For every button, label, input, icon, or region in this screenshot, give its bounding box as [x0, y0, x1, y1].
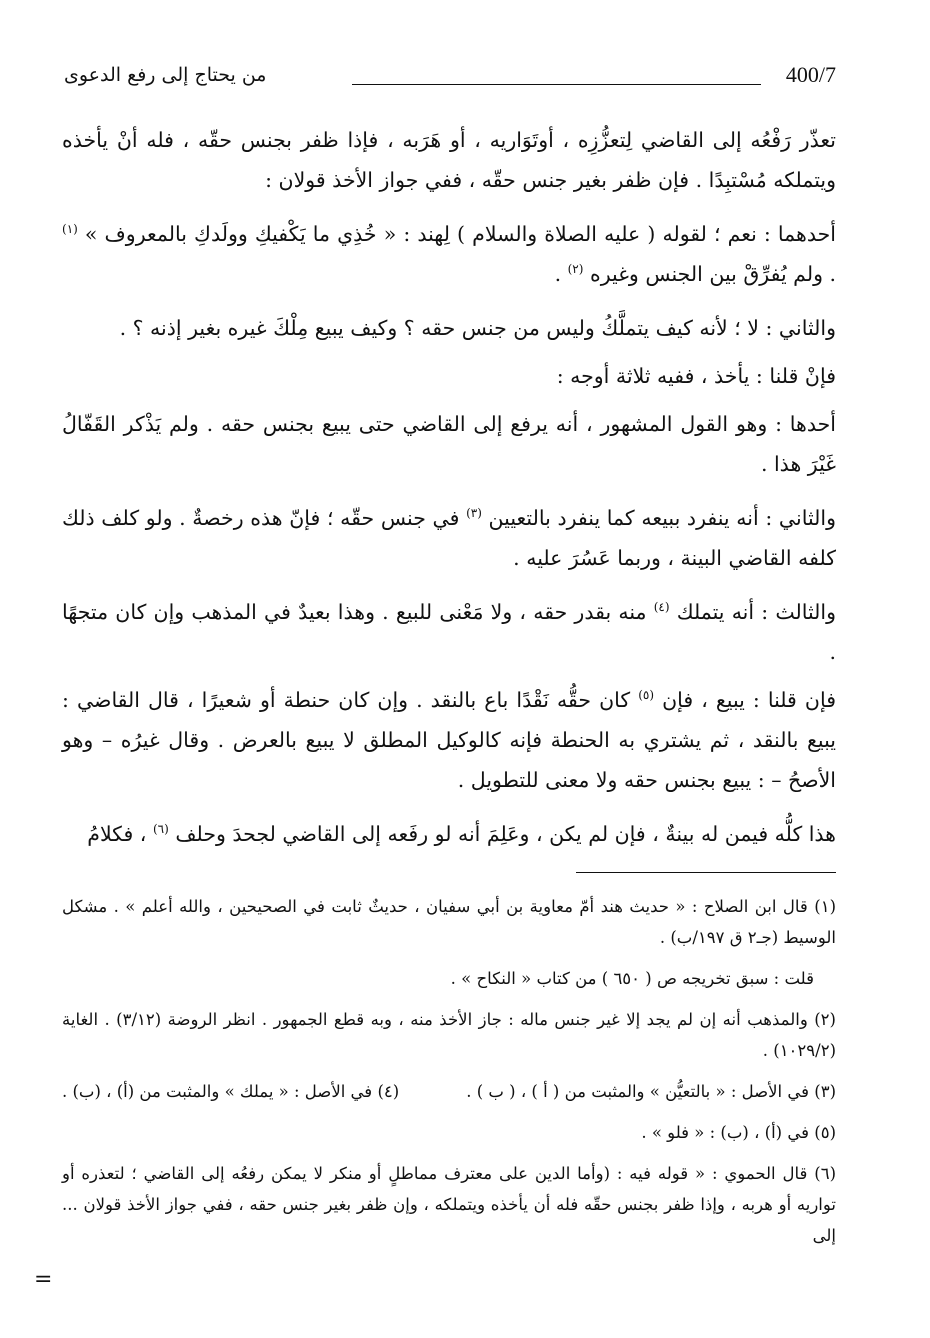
continuation-mark: =	[34, 1267, 53, 1292]
footnote-ref[interactable]: (١)	[62, 222, 78, 237]
footnote-1-continuation: قلت : سبق تخريجه ص ( ٦٥٠ ) من كتاب « النكاح » .	[450, 969, 814, 988]
footnote-2: (٢) والمذهب أنه إن لم يجد إلا غير جنس ماله : جاز الأخذ منه ، وبه قطع الجمهور . انظر الروضة (٣/١٢) . الغاية (١٠٢٩/٢) .	[62, 1010, 836, 1060]
paragraph: والثاني : لا ؛ لأنه كيف يتملَّكُ وليس من جنس حقه ؟ وكيف يبيع مِلْكَ غيره بغير إذنه ؟ .	[119, 316, 836, 340]
footnote-ref[interactable]: (٢)	[567, 262, 584, 277]
footnote-separator	[576, 872, 836, 873]
header-rule	[352, 84, 761, 85]
paragraph: فإن قلنا : يبيع ، فإن $^{(٥)}$ كان حقُّه نَقْدًا باع بالنقد . وإن كان حنطة أو شعيرًا ، قال القاضي : يبيع بالنقد ، ثم يشتري به الحنطة فإنه كالوكيل المطلق لا يبيع بالعرض . وقال غيرُه – وهو الأصحُ – : يبيع بجنس حقه ولا معنى للتطويل .	[62, 688, 836, 792]
footnote-6: (٦) قال الحموي : « قوله فيه : (وأما الدين على معترف مماطلٍ أو منكر لا يمكن رفعُه إلى القاضي ؛ لتعذره أو تواريه أو هربه ، وإذا ظفر بجنس حقّه فله أن يأخذه ويتملكه ، وإن ظفر بغير جنس حقه ، ففي جواز الأخذ قولان ... إلى	[62, 1164, 836, 1245]
footnote-1: (١) قال ابن الصلاح : « حديث هند أمّ معاوية بن أبي سفيان ، حديثٌ ثابت في الصحيحين ، والله أعلم » . مشكل الوسيط (جـ٢ ق ١٩٧/ب) .	[62, 897, 836, 947]
footnote-ref[interactable]: (٥)	[638, 688, 655, 703]
footnote-3: (٣) في الأصل : « بالتعيُّن » والمثبت من ( أ ) ، ( ب ) .	[466, 1082, 836, 1101]
footnote-ref[interactable]: (٦)	[152, 822, 169, 837]
paragraph: تعذّر رَفْعُه إلى القاضي لِتعزُّزِه ، أوتَوَاريه ، أو هَرَبه ، فإذا ظفر بجنس حقّه ، فله أنْ يأخذه ويتملكه مُسْتبِدًا . فإن ظفر بغير جنس حقّه ، ففي جواز الأخذ قولان :	[62, 128, 836, 192]
footnote-row	[62, 1076, 836, 1107]
footnotes	[62, 891, 836, 1251]
paragraph: والثالث : أنه يتملك $^{(٤)}$ منه بقدر حقه ، ولا مَعْنى للبيع . وهذا بعيدٌ في المذهب وإن كان متجهًا .	[62, 600, 836, 664]
footnote-4: (٤) في الأصل : « يملك » والمثبت من (أ) ، (ب) .	[62, 1082, 400, 1101]
paragraph: هذا كلُّه فيمن له بينةٌ ، فإن لم يكن ، وعَلِمَ أنه لو رفَعه إلى القاضي لجحدَ وحلف $^{(٦)}$ ، فكلامُ	[87, 822, 836, 846]
running-header	[62, 58, 836, 94]
paragraph: والثاني : أنه ينفرد ببيعه كما ينفرد بالتعيين $^{(٣)}$ في جنس حقّه ؛ فإنّ هذه رخصةٌ . ولو كلف ذلك كلفه القاضي البينة ، وربما عَسُرَ عليه .	[62, 506, 836, 570]
footnote-5: (٥) في (أ) ، (ب) : « فلو » .	[641, 1123, 836, 1142]
footnote-ref[interactable]: (٤)	[653, 600, 670, 615]
footnote-ref[interactable]: (٣)	[466, 506, 482, 521]
chapter-title: من يحتاج إلى رفع الدعوى	[64, 64, 267, 86]
paragraph: أحدها : وهو القول المشهور ، أنه يرفع إلى القاضي حتى يبيع بجنس حقه . ولم يَذْكر القَفّالُ غَيْرَ هذا .	[62, 412, 836, 476]
main-text	[62, 120, 836, 854]
paragraph: أحدهما : نعم ؛ لقوله ( عليه الصلاة والسلام ) لِهند : « خُذِي ما يَكْفيكِ وولَدكِ بالمعروف » $^{(١)}$ . ولم يُفرِّقْ بين الجنس وغيره $^{(٢)}$ .	[62, 222, 836, 286]
book-page	[34, 58, 836, 1308]
paragraph: فإنْ قلنا : يأخذ ، ففيه ثلاثة أوجه :	[556, 364, 836, 388]
page-number: 400/7	[785, 62, 836, 87]
